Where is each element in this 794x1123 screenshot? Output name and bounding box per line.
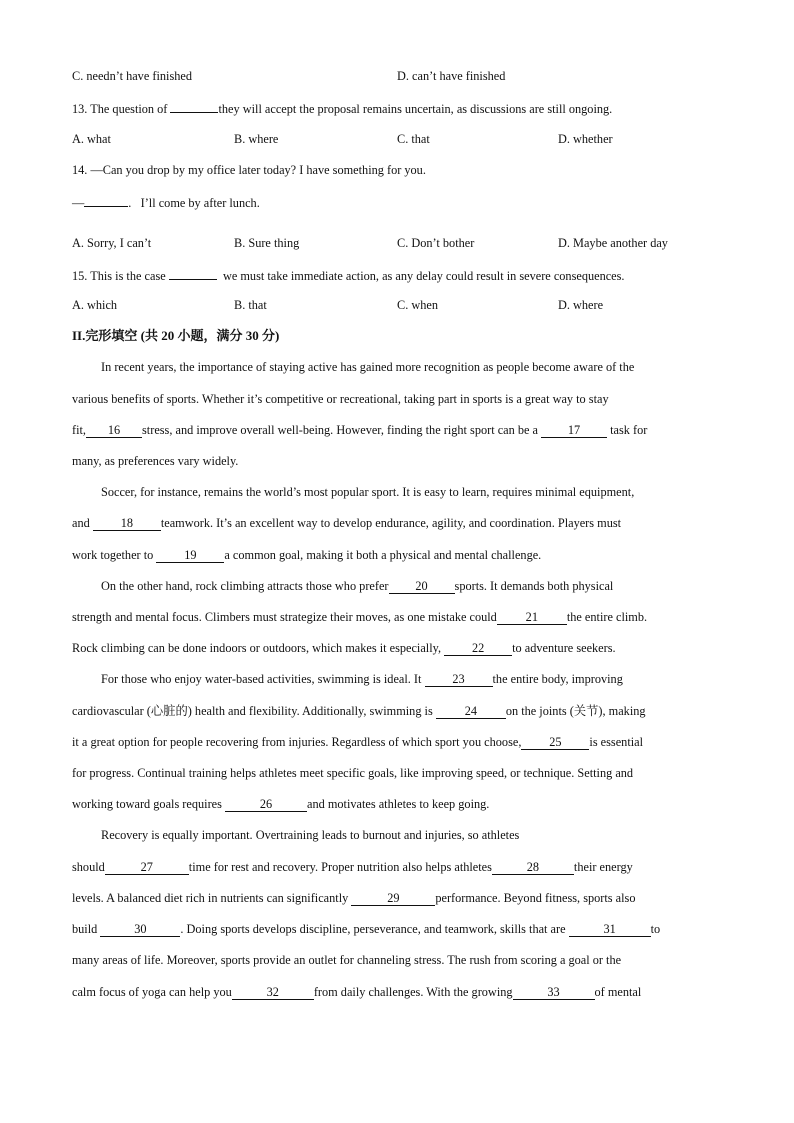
q15-answer-blank[interactable] (169, 266, 217, 280)
passage-text: to adventure seekers. (512, 641, 616, 655)
passage-text: time for rest and recovery. Proper nutrition also helps athletes (188, 860, 492, 874)
q15-stem-pre: 15. This is the case (72, 269, 166, 283)
passage-line: various benefits of sports. Whether it’s competitive or recreational, taking part in sports is a great way to stay (72, 392, 609, 406)
passage-text: For those who enjoy water-based activities, swimming is ideal. It (101, 672, 422, 686)
gap-28[interactable]: 28 (492, 860, 574, 875)
q13-option-b[interactable]: B. where (234, 132, 279, 146)
passage-text: sports. It demands both physical (454, 579, 614, 593)
passage-line (72, 515, 621, 531)
q14-option-c[interactable]: C. Don’t bother (397, 236, 475, 250)
q15-option-a[interactable]: A. which (72, 298, 118, 312)
passage-text: work together to (72, 548, 154, 562)
passage-text: strength and mental focus. Climbers must strategize their moves, as one mistake could (72, 610, 497, 624)
passage-text: the entire body, improving (492, 672, 623, 686)
gap-21[interactable]: 21 (497, 610, 567, 625)
passage-line (72, 640, 616, 656)
q14-reply-dash: — (72, 196, 85, 210)
passage-line: Recovery is equally important. Overtraining leads to burnout and injuries, so athletes (101, 828, 520, 842)
passage-text: a common goal, making it both a physical and mental challenge. (224, 548, 542, 562)
passage-line: for progress. Continual training helps athletes meet specific goals, like improving speed, or technique. Setting and (72, 766, 634, 780)
q13-stem-pre: 13. The question of (72, 102, 168, 116)
passage-text: task for (610, 423, 648, 437)
passage-line (72, 703, 646, 719)
passage-text: fit, (72, 423, 87, 437)
passage-text: build (72, 922, 98, 936)
passage-text: and motivates athletes to keep going. (307, 797, 490, 811)
q14-reply-dot: . (128, 196, 132, 210)
passage-text: . Doing sports develops discipline, perseverance, and teamwork, skills that are (180, 922, 566, 936)
passage-line: many areas of life. Moreover, sports provide an outlet for channeling stress. The rush from scoring a goal or the (72, 953, 622, 967)
q14-option-a[interactable]: A. Sorry, I can’t (72, 236, 152, 250)
gap-27[interactable]: 27 (105, 860, 189, 875)
q14-option-b[interactable]: B. Sure thing (234, 236, 300, 250)
passage-line (72, 859, 633, 875)
gap-32[interactable]: 32 (232, 985, 314, 1000)
q13-stem (72, 99, 612, 117)
q15-option-b[interactable]: B. that (234, 298, 267, 312)
section-heading: II.完形填空 (共 20 小题，满分 30 分) (72, 328, 280, 343)
q13-option-c[interactable]: C. that (397, 132, 430, 146)
gap-19[interactable]: 19 (156, 548, 224, 563)
passage-text: is essential (589, 735, 644, 749)
passage-line: many, as preferences vary widely. (72, 454, 239, 468)
passage-line (72, 734, 643, 750)
passage-line (72, 547, 541, 563)
q15-option-c[interactable]: C. when (397, 298, 438, 312)
gap-33[interactable]: 33 (513, 985, 595, 1000)
gap-22[interactable]: 22 (444, 641, 512, 656)
passage-text: stress, and improve overall well-being. However, finding the right sport can be a (142, 423, 538, 437)
passage-text: levels. A balanced diet rich in nutrients can significantly (72, 891, 349, 905)
q13-option-a[interactable]: A. what (72, 132, 111, 146)
passage-line (72, 796, 489, 812)
passage-line (101, 578, 613, 594)
passage-text: it a great option for people recovering from injuries. Regardless of which sport you choose, (72, 735, 522, 749)
q12-option-d[interactable]: D. can’t have finished (397, 69, 506, 83)
gap-18[interactable]: 18 (93, 516, 161, 531)
passage-line (72, 422, 647, 438)
gap-20[interactable]: 20 (389, 579, 455, 594)
passage-line (72, 609, 647, 625)
gap-26[interactable]: 26 (225, 797, 307, 812)
gap-30[interactable]: 30 (100, 922, 180, 937)
passage-text: to (650, 922, 661, 936)
passage-line (72, 890, 635, 906)
passage-line (72, 984, 641, 1000)
passage-line: In recent years, the importance of staying active has gained more recognition as people become aware of the (101, 360, 635, 374)
gap-23[interactable]: 23 (425, 672, 493, 687)
q14-reply (72, 193, 260, 211)
passage-text: of mental (594, 985, 642, 999)
passage-text: the entire climb. (566, 610, 648, 624)
passage-text: from daily challenges. With the growing (313, 985, 513, 999)
gap-24[interactable]: 24 (436, 704, 506, 719)
gap-29[interactable]: 29 (351, 891, 435, 906)
q15-option-d[interactable]: D. where (558, 298, 604, 312)
gap-25[interactable]: 25 (521, 735, 589, 750)
passage-text: Rock climbing can be done indoors or outdoors, which makes it especially, (72, 641, 442, 655)
q13-option-d[interactable]: D. whether (558, 132, 613, 146)
passage-text: should (72, 860, 105, 874)
q13-stem-post: they will accept the proposal remains uncertain, as discussions are still ongoing. (218, 102, 613, 116)
q14-stem: 14. —Can you drop by my office later today? I have something for you. (72, 163, 426, 177)
passage-text: performance. Beyond fitness, sports also (435, 891, 636, 905)
passage-text: teamwork. It’s an excellent way to develop endurance, agility, and coordination. Players must (160, 516, 622, 530)
gap-16[interactable]: 16 (86, 423, 142, 438)
passage-text: and (72, 516, 90, 530)
passage-text: on the joints (关节), making (505, 704, 646, 718)
q13-answer-blank[interactable] (170, 99, 218, 113)
passage-line: Soccer, for instance, remains the world’s most popular sport. It is easy to learn, requires minimal equipment, (101, 485, 635, 499)
gap-31[interactable]: 31 (569, 922, 651, 937)
q12-option-c[interactable]: C. needn’t have finished (72, 69, 192, 83)
passage-text: working toward goals requires (72, 797, 222, 811)
passage-line (72, 921, 660, 937)
passage-text: cardiovascular (心脏的) health and flexibility. Additionally, swimming is (72, 704, 433, 718)
q14-option-d[interactable]: D. Maybe another day (558, 236, 668, 250)
passage-text: calm focus of yoga can help you (72, 985, 232, 999)
q14-reply-post: I’ll come by after lunch. (140, 196, 260, 210)
q15-stem-post: we must take immediate action, as any delay could result in severe consequences. (222, 269, 625, 283)
q15-stem (72, 266, 625, 284)
gap-17[interactable]: 17 (541, 423, 607, 438)
passage-line (101, 671, 623, 687)
passage-text: their energy (573, 860, 633, 874)
q14-answer-blank[interactable] (84, 193, 128, 207)
passage-text: On the other hand, rock climbing attracts those who prefer (101, 579, 389, 593)
